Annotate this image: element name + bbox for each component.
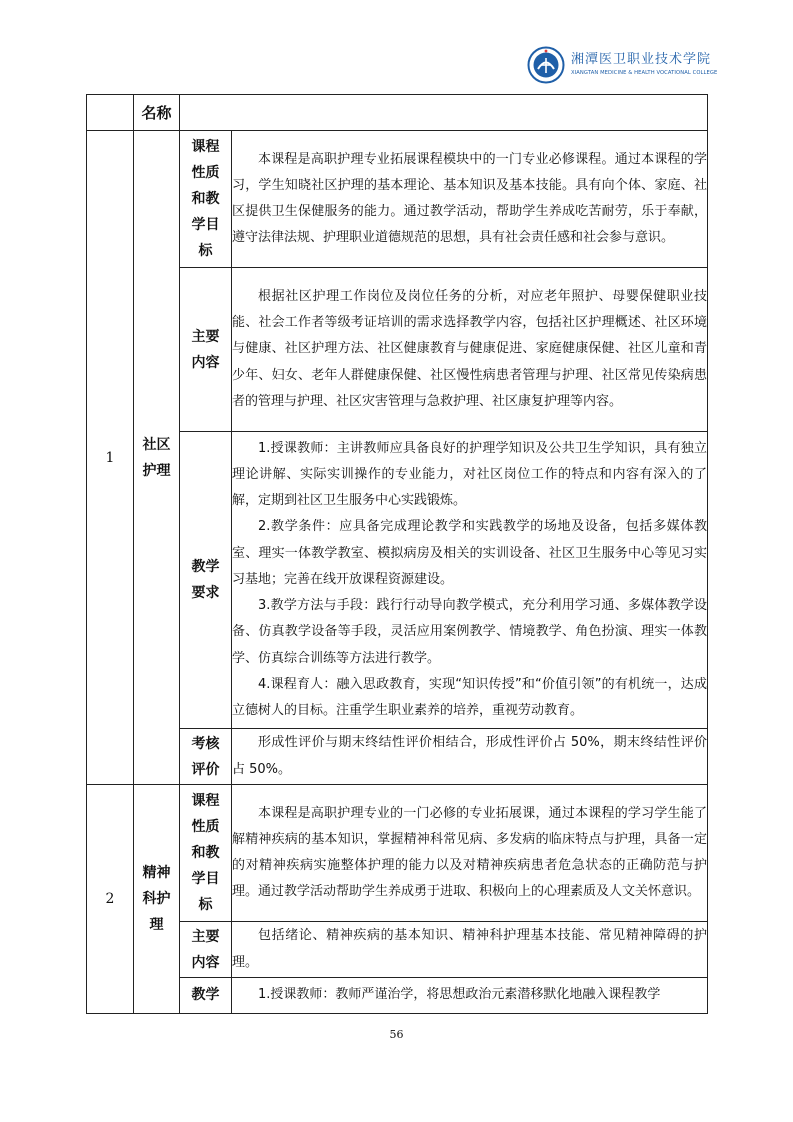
table-header-row bbox=[87, 95, 708, 131]
table-row bbox=[87, 268, 708, 432]
section-label: 教学 bbox=[180, 978, 232, 1014]
section-label: 主要 内容 bbox=[180, 268, 232, 432]
table-row bbox=[87, 785, 708, 922]
section-content: 形成性评价与期末终结性评价相结合，形成性评价占 50%，期末终结性评价占 50%。 bbox=[232, 729, 708, 785]
course-table bbox=[86, 94, 708, 1014]
header-name-label: 名称 bbox=[134, 95, 180, 131]
section-content: 1.授课教师：主讲教师应具备良好的护理学知识及公共卫生学知识，具有独立理论讲解、实际实训操作的专业能力，对社区岗位工作的特点和内容有深入的了解，定期到社区卫生服务中心实践锻炼。 2.教学条件：应具备完成理论教学和实践教学的场地及设备，包括多媒体教室、理实一体教学教室、模拟病房及相关的实训设备、社区卫生服务中心等见习实习基地；完善在线开放课程资源建设。 3.教学方法与手段：践行行动导向教学模式，充分利用学习通、多媒体教学设备、仿真教学设备等手段，灵活应用案例教学、情境教学、角色扮演、理实一体教学、仿真综合训练等方法进行教学。 4.课程育人：融入思政教育，实现“知识传授”和“价值引领”的有机统一，达成立德树人的目标。注重学生职业素养的培养，重视劳动教育。 bbox=[232, 432, 708, 729]
logo-english-name: XIANGTAN MEDICINE & HEALTH VOCATIONAL COLLEGE bbox=[571, 70, 718, 76]
section-label: 课程 性质 和教 学目 标 bbox=[180, 131, 232, 268]
college-emblem-icon bbox=[527, 46, 565, 84]
section-label: 主要 内容 bbox=[180, 922, 232, 978]
table-row bbox=[87, 729, 708, 785]
table-row bbox=[87, 131, 708, 268]
college-logo bbox=[527, 46, 727, 86]
course-name: 精神 科护 理 bbox=[134, 785, 180, 1014]
section-label: 考核 评价 bbox=[180, 729, 232, 785]
section-label: 教学 要求 bbox=[180, 432, 232, 729]
section-content: 本课程是高职护理专业拓展课程模块中的一门专业必修课程。通过本课程的学习，学生知晓社区护理的基本理论、基本知识及基本技能。具有向个体、家庭、社区提供卫生保健服务的能力。通过教学活动，帮助学生养成吃苦耐劳，乐于奉献，遵守法律法规、护理职业道德规范的思想，具有社会责任感和社会参与意识。 bbox=[232, 131, 708, 268]
table-row bbox=[87, 922, 708, 978]
section-content: 1.授课教师：教师严谨治学，将思想政治元素潜移默化地融入课程教学 bbox=[232, 978, 708, 1014]
section-label: 课程 性质 和教 学目 标 bbox=[180, 785, 232, 922]
course-number: 2 bbox=[87, 785, 134, 1014]
course-name: 社区 护理 bbox=[134, 131, 180, 785]
section-content: 根据社区护理工作岗位及岗位任务的分析，对应老年照护、母婴保健职业技能、社会工作者等级考证培训的需求选择教学内容，包括社区护理概述、社区环境与健康、社区护理方法、社区健康教育与健康促进、家庭健康保健、社区儿童和青少年、妇女、老年人群健康保健、社区慢性病患者管理与护理、社区常见传染病患者的管理与护理、社区灾害管理与急救护理、社区康复护理等内容。 bbox=[232, 268, 708, 432]
section-content: 本课程是高职护理专业的一门必修的专业拓展课，通过本课程的学习学生能了解精神疾病的基本知识，掌握精神科常见病、多发病的临床特点与护理，具备一定的对精神疾病实施整体护理的能力以及对精神疾病患者危急状态的正确防范与护理。通过教学活动帮助学生养成勇于进取、积极向上的心理素质及人文关怀意识。 bbox=[232, 785, 708, 922]
logo-chinese-name: 湘潭医卫职业技术学院 bbox=[571, 52, 712, 67]
section-content: 包括绪论、精神疾病的基本知识、精神科护理基本技能、常见精神障碍的护理。 bbox=[232, 922, 708, 978]
page-number: 56 bbox=[389, 1028, 404, 1041]
course-number: 1 bbox=[87, 131, 134, 785]
table-row bbox=[87, 432, 708, 729]
table-row bbox=[87, 978, 708, 1014]
